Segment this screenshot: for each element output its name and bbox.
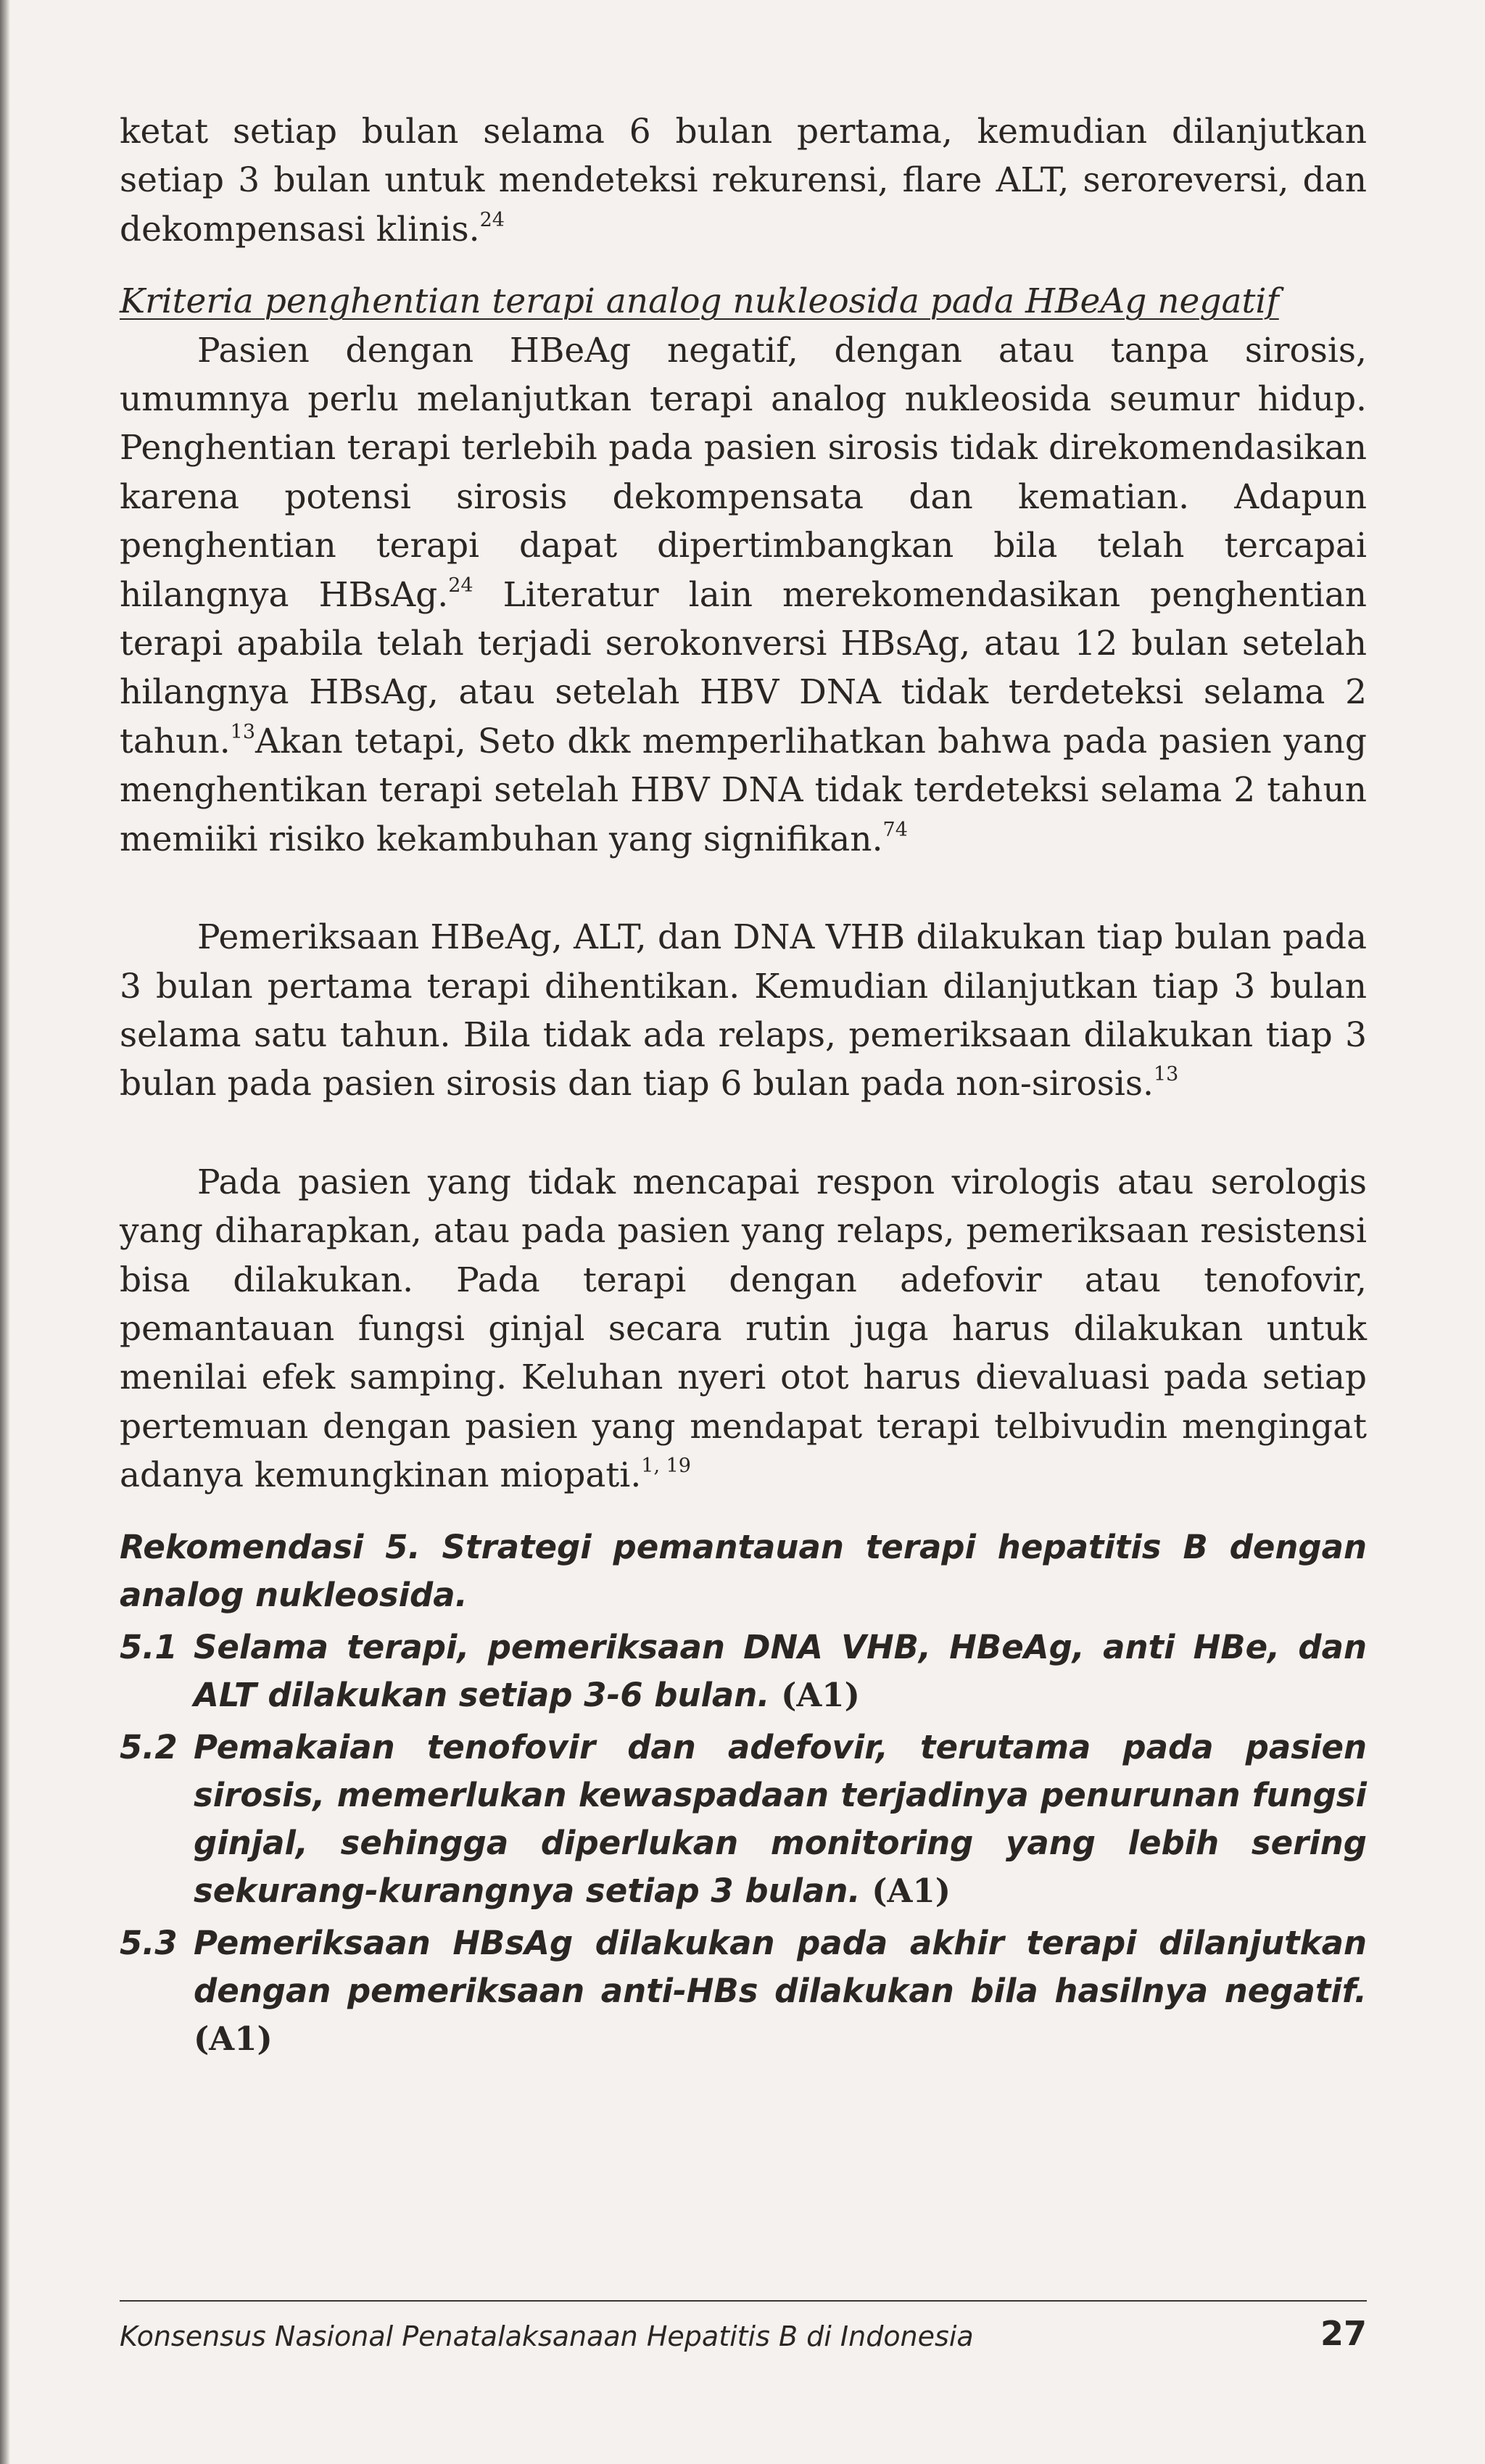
citation-ref: 13	[230, 720, 256, 743]
paragraph-monitoring	[120, 913, 1367, 1109]
page-number: 27	[1320, 2314, 1367, 2353]
recommendation-text	[194, 1724, 1367, 1915]
paragraph-text: Akan tetapi, Seto dkk memperlihatkan bahwa pada pasien yang menghentikan terapi setelah HBV DNA tidak terdeteksi selama 2 tahun memiiki risiko kekambuhan yang signifikan.	[120, 721, 1367, 859]
citation-ref: 13	[1153, 1063, 1179, 1086]
footer-rule	[120, 2300, 1367, 2302]
paragraph-text: Pasien dengan HBeAg negatif, dengan atau tanpa sirosis, umumnya perlu melanjutkan terapi analog nukleosida seumur hidup. Penghentian terapi terlebih pada pasien sirosis tidak direkomendasikan karena potensi sirosis dekompensata dan kematian. Adapun penghentian terapi dapat dipertimbangkan bila telah tercapai hilangnya HBsAg.	[120, 330, 1367, 615]
recommendation-item	[120, 1624, 1367, 1719]
evidence-grade: (A1)	[781, 1675, 860, 1714]
section-heading: Kriteria penghentian terapi analog nukleosida pada HBeAg negatif	[120, 281, 1279, 322]
paragraph-text: ketat setiap bulan selama 6 bulan pertama, kemudian dilanjutkan setiap 3 bulan untuk mendeteksi rekurensi, flare ALT, seroreversi, dan dekompensasi klinis.	[120, 112, 1367, 249]
paragraph-text: Literatur lain merekomendasikan penghentian terapi apabila telah terjadi serokonversi HBsAg, atau 12 bulan setelah hilangnya HBsAg, atau setelah HBV DNA tidak terdeteksi selama 2 tahun.	[120, 574, 1368, 761]
footer-book-title: Konsensus Nasional Penatalaksanaan Hepatitis B di Indonesia	[120, 2320, 974, 2352]
recommendation-item	[120, 1724, 1367, 1915]
recommendation-body: Pemeriksaan HBsAg dilakukan pada akhir terapi dilanjutkan dengan pemeriksaan anti-HBs dilakukan bila hasilnya negatif.	[194, 1923, 1367, 2010]
recommendation-item	[120, 1919, 1367, 2063]
recommendation-title: Rekomendasi 5. Strategi pemantauan terapi hepatitis B dengan analog nukleosida.	[120, 1527, 1367, 1614]
recommendation-number: 5.1	[120, 1627, 178, 1666]
citation-ref: 74	[882, 818, 908, 841]
paragraph-continuation	[120, 107, 1367, 254]
paragraph-text: Pada pasien yang tidak mencapai respon virologis atau serologis yang diharapkan, atau pada pasien yang relaps, pemeriksaan resistensi bisa dilakukan. Pada terapi dengan adefovir atau tenofovir, pemantauan fungsi ginjal secara rutin juga harus dilakukan untuk menilai efek samping. Keluhan nyeri otot harus dievaluasi pada setiap pertemuan dengan pasien yang mendapat terapi telbivudin mengingat adanya kemungkinan miopati.	[120, 1162, 1367, 1496]
page-content	[120, 107, 1367, 2063]
page-spine-shadow	[0, 0, 10, 2464]
evidence-grade: (A1)	[872, 1871, 951, 1910]
paragraph-text: Pemeriksaan HBeAg, ALT, dan DNA VHB dilakukan tiap bulan pada 3 bulan pertama terapi dihentikan. Kemudian dilanjutkan tiap 3 bulan selama satu tahun. Bila tidak ada relaps, pemeriksaan dilakukan tiap 3 bulan pada pasien sirosis dan tiap 6 bulan pada non-sirosis.	[120, 917, 1367, 1104]
citation-ref: 24	[479, 208, 505, 231]
recommendation-text	[194, 1624, 1367, 1719]
evidence-grade: (A1)	[194, 2019, 273, 2058]
recommendation-number: 5.3	[120, 1923, 178, 1962]
recommendation-body: Selama terapi, pemeriksaan DNA VHB, HBeAg, anti HBe, dan ALT dilakukan setiap 3-6 bulan.	[194, 1627, 1367, 1714]
paragraph-criteria	[120, 326, 1367, 864]
recommendation-text	[194, 1919, 1367, 2063]
citation-ref: 1, 19	[641, 1455, 691, 1478]
recommendation-number: 5.2	[120, 1727, 178, 1766]
recommendation-body: Pemakaian tenofovir dan adefovir, terutama pada pasien sirosis, memerlukan kewaspadaan terjadinya penurunan fungsi ginjal, sehingga diperlukan monitoring yang lebih sering sekurang-kurangnya setiap 3 bulan.	[194, 1727, 1367, 1910]
paragraph-resistance	[120, 1158, 1367, 1500]
citation-ref: 24	[448, 574, 473, 597]
